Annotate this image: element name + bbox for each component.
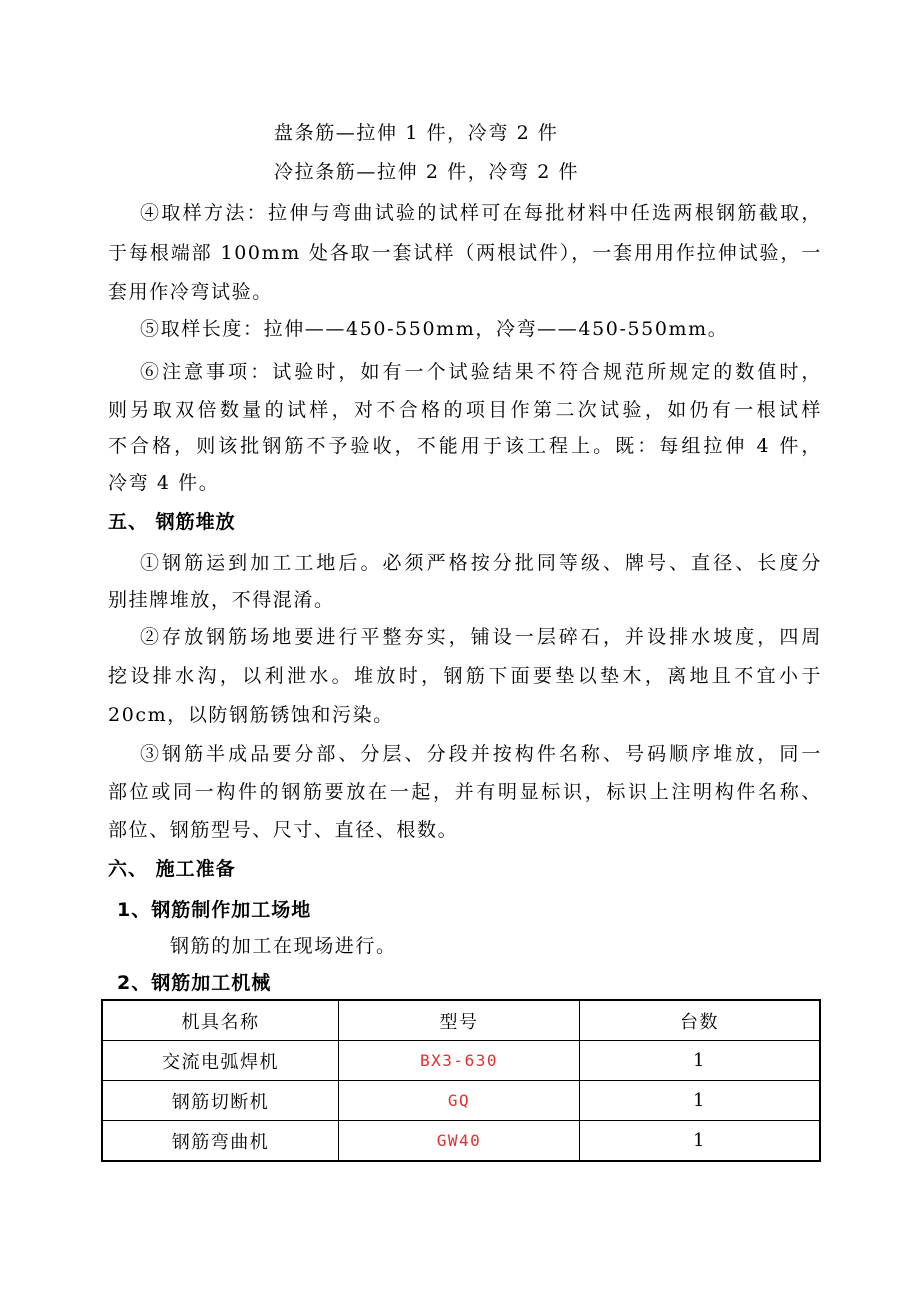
subsection-heading: 2、钢筋加工机械	[117, 972, 272, 994]
header-cell-model: 型号	[338, 1000, 579, 1041]
cell-name: 钢筋切断机	[102, 1081, 338, 1121]
table-header-row	[102, 1000, 820, 1041]
cell-name: 交流电弧焊机	[102, 1041, 338, 1081]
text-line: ③钢筋半成品要分部、分层、分段并按构件名称、号码顺序堆放，同一	[140, 743, 822, 765]
text-line: 冷弯 4 件。	[108, 472, 220, 494]
table-row	[102, 1121, 820, 1162]
cell-count: 1	[580, 1121, 820, 1162]
cell-count: 1	[580, 1081, 820, 1121]
header-cell-count: 台数	[580, 1000, 820, 1041]
section-heading: 六、 施工准备	[108, 858, 236, 880]
section-heading: 五、 钢筋堆放	[108, 511, 236, 533]
cell-model: BX3-630	[338, 1041, 579, 1081]
text-line: 部位、钢筋型号、尺寸、直径、根数。	[108, 819, 459, 841]
text-line: 别挂牌堆放，不得混淆。	[108, 589, 335, 611]
text-line: ②存放钢筋场地要进行平整夯实，铺设一层碎石，并设排水坡度，四周	[140, 626, 822, 648]
table-row	[102, 1081, 820, 1121]
text-line: 于每根端部 100mm 处各取一套试样（两根试件），一套用用作拉伸试验，一	[108, 242, 822, 264]
cell-model: GQ	[338, 1081, 579, 1121]
table-row	[102, 1041, 820, 1081]
text-line: ⑥注意事项：试验时，如有一个试验结果不符合规范所规定的数值时，	[140, 361, 822, 383]
text-line: 部位或同一构件的钢筋要放在一起，并有明显标识，标识上注明构件名称、	[108, 781, 822, 803]
text-line: 则另取双倍数量的试样，对不合格的项目作第二次试验，如仍有一根试样	[108, 399, 822, 421]
text-line: 冷拉条筋—拉伸 2 件，冷弯 2 件	[274, 161, 580, 183]
text-line: 钢筋的加工在现场进行。	[170, 935, 397, 957]
text-line: 套用作冷弯试验。	[108, 281, 273, 303]
text-line: 盘条筋—拉伸 1 件，冷弯 2 件	[274, 122, 559, 144]
cell-model: GW40	[338, 1121, 579, 1162]
text-line: 挖设排水沟，以利泄水。堆放时，钢筋下面要垫以垫木，离地且不宜小于	[108, 665, 822, 687]
cell-count: 1	[580, 1041, 820, 1081]
header-cell-name: 机具名称	[102, 1000, 338, 1041]
text-line: ④取样方法：拉伸与弯曲试验的试样可在每批材料中任选两根钢筋截取，	[140, 202, 822, 224]
text-line: ①钢筋运到加工工地后。必须严格按分批同等级、牌号、直径、长度分	[140, 552, 822, 574]
cell-name: 钢筋弯曲机	[102, 1121, 338, 1162]
text-line: 20cm，以防钢筋锈蚀和污染。	[108, 704, 394, 726]
subsection-heading: 1、钢筋制作加工场地	[117, 899, 312, 921]
machine-table	[101, 999, 821, 1162]
text-line: ⑤取样长度：拉伸——450-550mm，冷弯——450-550mm。	[140, 318, 729, 340]
text-line: 不合格，则该批钢筋不予验收，不能用于该工程上。既：每组拉伸 4 件，	[108, 435, 822, 457]
